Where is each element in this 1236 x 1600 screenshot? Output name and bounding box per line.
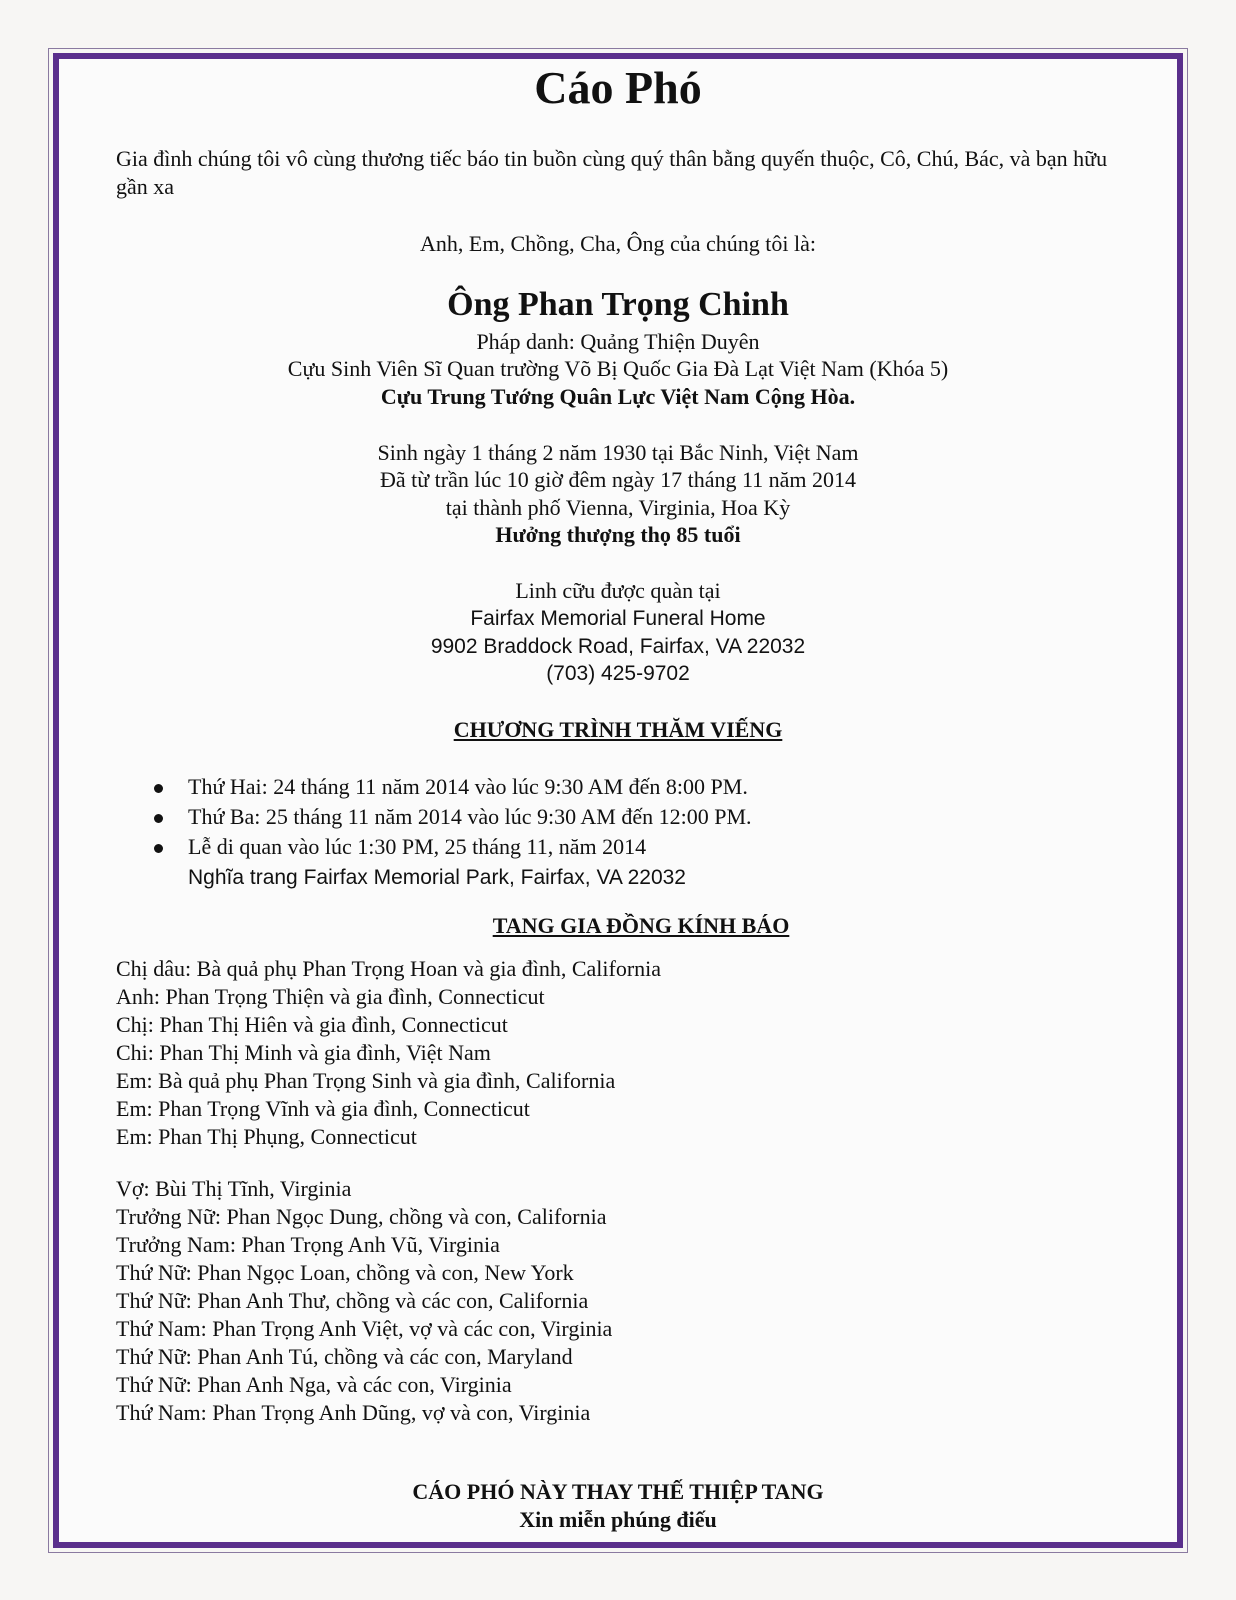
visitation-heading: CHƯƠNG TRÌNH THĂM VIẾNG	[453, 717, 783, 742]
bullet-icon	[154, 784, 163, 793]
bullet-icon	[154, 814, 163, 823]
dharma-name: Pháp danh: Quảng Thiện Duyên	[476, 329, 760, 354]
birth-line: Sinh ngày 1 tháng 2 năm 1930 tại Bắc Ninh, Việt Nam	[377, 440, 859, 465]
list-item: Thứ Nam: Phan Trọng Anh Việt, vợ và các con, Virginia	[116, 1316, 613, 1341]
list-item: Thứ Nữ: Phan Anh Nga, và các con, Virginia	[116, 1372, 512, 1397]
list-item: Thứ Nữ: Phan Anh Thư, chồng và các con, California	[116, 1288, 589, 1313]
list-item: Vợ: Bùi Thị Tĩnh, Virginia	[116, 1176, 352, 1201]
list-item: Anh: Phan Trọng Thiện và gia đình, Connecticut	[116, 984, 545, 1009]
death-place-line: tại thành phố Vienna, Virginia, Hoa Kỳ	[445, 495, 791, 520]
list-item: Trưởng Nam: Phan Trọng Anh Vũ, Virginia	[116, 1232, 500, 1257]
siblings-list	[116, 955, 1126, 1151]
document-title: Cáo Phó	[534, 62, 702, 113]
former-cadet-line: Cựu Sinh Viên Sĩ Quan trường Võ Bị Quốc Gia Đà Lạt Việt Nam (Khóa 5)	[287, 356, 949, 381]
visitation-item: Lễ di quan vào lúc 1:30 PM, 25 tháng 11, năm 2014 Nghĩa trang Fairfax Memorial Park, Fairfax, VA 22032	[148, 832, 1128, 892]
closing-note: Xin miễn phúng điếu	[519, 1507, 717, 1532]
closing-line: CÁO PHÓ NÀY THAY THẾ THIỆP TANG	[412, 1479, 824, 1504]
funeral-home-intro: Linh cữu được quàn tại	[515, 578, 721, 603]
age-line: Hưởng thượng thọ 85 tuổi	[495, 522, 741, 547]
list-item: Chị dâu: Bà quả phụ Phan Trọng Hoan và gia đình, California	[116, 956, 662, 981]
list-item: Em: Phan Thị Phụng, Connecticut	[116, 1124, 417, 1149]
family-heading: TANG GIA ĐỒNG KÍNH BÁO	[492, 913, 790, 938]
funeral-home-address: 9902 Braddock Road, Fairfax, VA 22032	[430, 635, 806, 658]
list-item: Chi: Phan Thị Minh và gia đình, Việt Nam	[116, 1040, 491, 1065]
immediate-family-list	[116, 1175, 1126, 1427]
funeral-home-name: Fairfax Memorial Funeral Home	[470, 607, 766, 630]
visitation-list	[148, 772, 1128, 892]
list-item: Thứ Nam: Phan Trọng Anh Dũng, vợ và con, Virginia	[116, 1400, 591, 1425]
cemetery-line: Nghĩa trang Fairfax Memorial Park, Fairfax, VA 22032	[188, 866, 686, 889]
visitation-item: Thứ Ba: 25 tháng 11 năm 2014 vào lúc 9:30 AM đến 12:00 PM.	[148, 802, 1128, 832]
list-item: Trưởng Nữ: Phan Ngọc Dung, chồng và con, California	[116, 1204, 607, 1229]
intro-paragraph: Gia đình chúng tôi vô cùng thương tiếc báo tin buồn cùng quý thân bằng quyến thuộc, Cô, Chú, Bác, và bạn hữu gần xa	[116, 146, 1108, 199]
relation-line: Anh, Em, Chồng, Cha, Ông của chúng tôi là:	[420, 231, 816, 256]
bullet-icon	[154, 844, 163, 853]
list-item: Thứ Nữ: Phan Anh Tú, chồng và các con, Maryland	[116, 1344, 573, 1369]
list-item: Thứ Nữ: Phan Ngọc Loan, chồng và con, New York	[116, 1260, 574, 1285]
list-item: Chị: Phan Thị Hiên và gia đình, Connecticut	[116, 1012, 508, 1037]
list-item: Em: Bà quả phụ Phan Trọng Sinh và gia đình, California	[116, 1068, 616, 1093]
list-item: Em: Phan Trọng Vĩnh và gia đình, Connecticut	[116, 1096, 530, 1121]
death-line: Đã từ trần lúc 10 giờ đêm ngày 17 tháng 11 năm 2014	[379, 467, 857, 492]
visitation-item: Thứ Hai: 24 tháng 11 năm 2014 vào lúc 9:30 AM đến 8:00 PM.	[148, 772, 1128, 802]
deceased-name: Ông Phan Trọng Chinh	[447, 286, 789, 323]
funeral-home-phone: (703) 425-9702	[546, 662, 690, 685]
former-rank-line: Cựu Trung Tướng Quân Lực Việt Nam Cộng Hòa.	[380, 384, 856, 409]
